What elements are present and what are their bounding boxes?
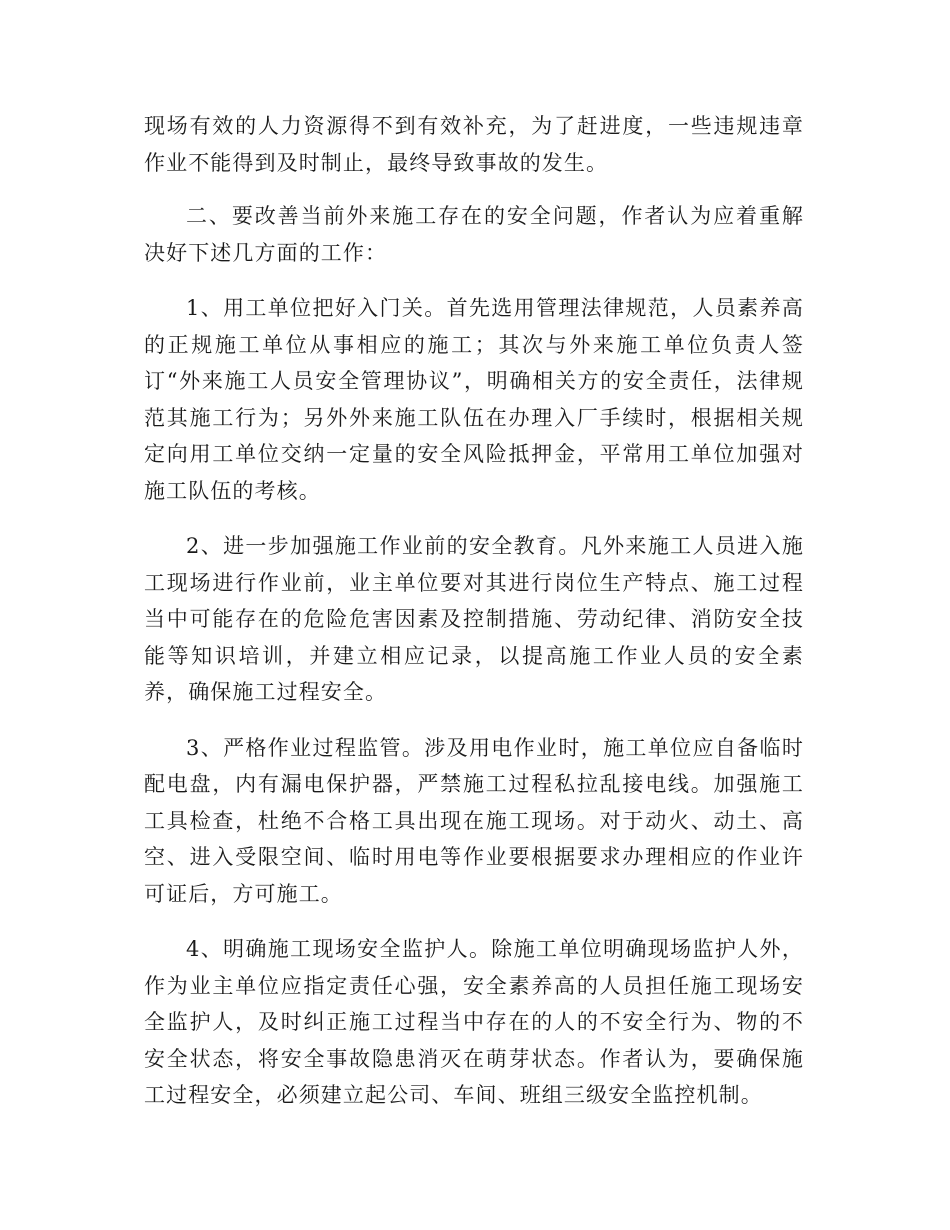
paragraph-item-3: 3、严格作业过程监管。涉及用电作业时，施工单位应自备临时配电盘，内有漏电保护器，严禁施工过程私拉乱接电线。加强施工工具检查，杜绝不合格工具出现在施工现场。对于动火、动土、高空、进入受限空间、临时用电等作业要根据要求办理相应的作业许可证后，方可施工。: [144, 735, 804, 906]
paragraph-section-two-heading: 二、要改善当前外来施工存在的安全问题，作者认为应着重解决好下述几方面的工作：: [144, 204, 804, 265]
paragraph-item-4: 4、明确施工现场安全监护人。除施工单位明确现场监护人外，作为业主单位应指定责任心强，安全素养高的人员担任施工现场安全监护人，及时纠正施工过程当中存在的人的不安全行为、物的不安全状态，将安全事故隐患消灭在萌芽状态。作者认为，要确保施工过程安全，必须建立起公司、车间、班组三级安全监控机制。: [144, 937, 804, 1107]
paragraph-item-1: 1、用工单位把好入门关。首先选用管理法律规范，人员素养高的正规施工单位从事相应的施工；其次与外来施工单位负责人签订“外来施工人员安全管理协议”，明确相关方的安全责任，法律规范其施工行为；另外外来施工队伍在办理入厂手续时，根据相关规定向用工单位交纳一定量的安全风险抵押金，平常用工单位加强对施工队伍的考核。: [144, 296, 804, 503]
document-body: [144, 108, 804, 1133]
paragraph-item-2: 2、进一步加强施工作业前的安全教育。凡外来施工人员进入施工现场进行作业前，业主单位要对其进行岗位生产特点、施工过程当中可能存在的危险危害因素及控制措施、劳动纪律、消防安全技能等知识培训，并建立相应记录，以提高施工作业人员的安全素养，确保施工过程安全。: [144, 534, 804, 704]
paragraph-continuation: 现场有效的人力资源得不到有效补充，为了赶进度，一些违规违章作业不能得到及时制止，最终导致事故的发生。: [144, 114, 804, 175]
